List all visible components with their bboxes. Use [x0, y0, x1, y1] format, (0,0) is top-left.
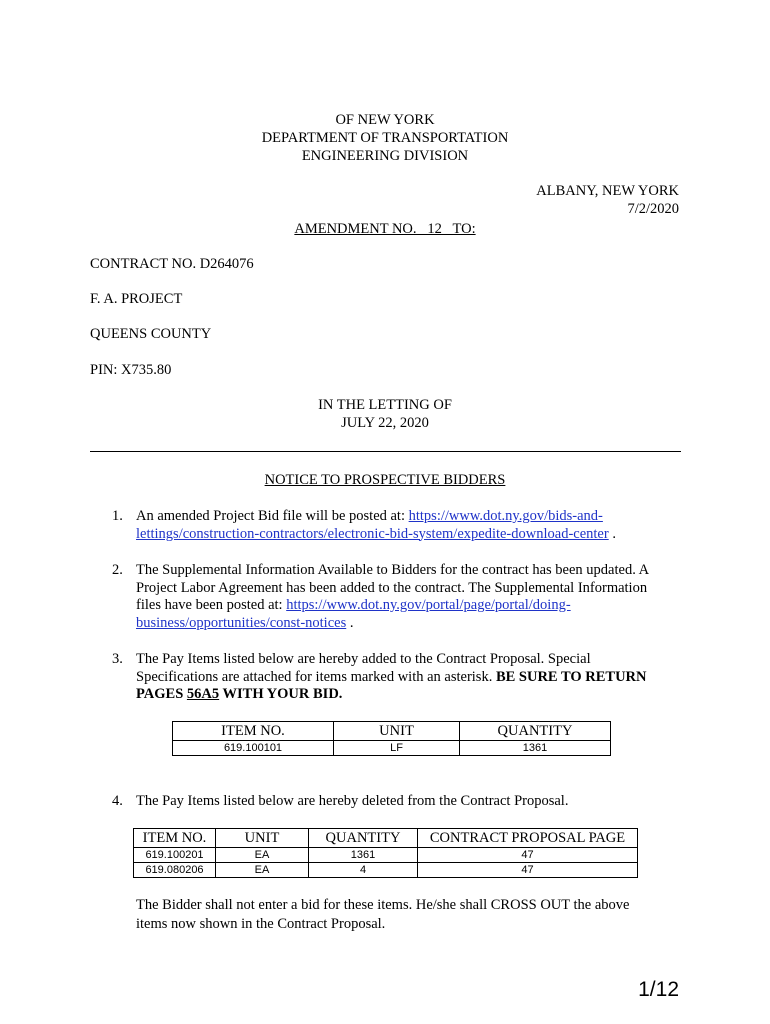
project-type: F. A. PROJECT: [90, 291, 183, 307]
table-row: [134, 863, 638, 878]
location: ALBANY, NEW YORK: [536, 183, 679, 199]
table-row: [134, 848, 638, 863]
header-line-1: OF NEW YORK: [335, 112, 435, 128]
return-pages-suffix: WITH YOUR BID.: [219, 686, 343, 702]
column-header-quantity: QUANTITY: [309, 829, 418, 848]
proposal-page-cell: 47: [418, 863, 638, 878]
item-number: 1.: [112, 508, 123, 524]
closing-paragraph: [136, 896, 696, 934]
item-text: The Pay Items listed below are hereby deleted from the Contract Proposal.: [136, 793, 569, 809]
horizontal-rule: [90, 451, 681, 452]
item-number: 2.: [112, 562, 123, 578]
column-header-quantity: QUANTITY: [460, 722, 611, 741]
item-text: An amended Project Bid file will be posted at:: [136, 508, 409, 524]
item-text-line-1: The Pay Items listed below are hereby added to the Contract Proposal. Special: [136, 651, 591, 667]
page-number: 1/12: [638, 978, 679, 1001]
list-item: [112, 508, 687, 543]
table-row: [173, 741, 611, 756]
const-notices-link[interactable]: https://www.dot.ny.gov/portal/page/portal/doing- business/opportunities/const-notices: [136, 597, 571, 631]
pin: PIN: X735.80: [90, 362, 172, 378]
date: 7/2/2020: [627, 201, 679, 217]
unit-cell: LF: [334, 741, 460, 756]
column-header-item-no: ITEM NO.: [173, 722, 334, 741]
item-suffix: .: [608, 525, 616, 542]
item-text-line-3: files have been posted at:: [136, 597, 287, 613]
list-item: [112, 793, 687, 811]
table-header-row: [134, 829, 638, 848]
list-item: [112, 651, 687, 704]
unit-cell: EA: [216, 863, 309, 878]
header-division: ENGINEERING DIVISION: [301, 148, 469, 164]
amendment-title-wrap: [0, 221, 770, 238]
return-pages-prefix: PAGES: [136, 686, 187, 702]
letting-line-1: IN THE LETTING OF: [318, 397, 452, 413]
column-header-unit: UNIT: [216, 829, 309, 848]
item-text-line-2: Project Labor Agreement has been added to the contract. The Supplemental Information: [136, 579, 648, 596]
letting-date: JULY 22, 2020: [341, 415, 429, 431]
notice-title-wrap: [0, 472, 770, 489]
quantity-cell: 4: [309, 863, 418, 878]
proposal-page-cell: 47: [418, 848, 638, 863]
header-department: DEPARTMENT OF TRANSPORTATION: [261, 130, 509, 146]
unit-cell: EA: [216, 848, 309, 863]
item-no-cell: 619.100201: [134, 848, 216, 863]
item-no-cell: 619.100101: [173, 741, 334, 756]
item-number: 4.: [112, 793, 123, 809]
item-suffix: .: [346, 614, 354, 631]
table-header-row: [173, 722, 611, 741]
item-number: 3.: [112, 651, 123, 667]
closing-line-1: The Bidder shall not enter a bid for these items. He/she shall CROSS OUT the above: [136, 897, 630, 913]
list-item: [112, 562, 687, 632]
item-text-line-1: The Supplemental Information Available to Bidders for the contract has been updated. A: [136, 562, 650, 578]
notice-title: NOTICE TO PROSPECTIVE BIDDERS: [264, 472, 506, 488]
item-text-line-2: Specifications are attached for items marked with an asterisk.: [136, 668, 496, 685]
added-items-table: [172, 721, 611, 756]
deleted-items-table: [133, 828, 638, 878]
column-header-contract-proposal-page: CONTRACT PROPOSAL PAGE: [418, 829, 638, 848]
amendment-title: AMENDMENT NO. 12 TO:: [294, 221, 476, 237]
quantity-cell: 1361: [309, 848, 418, 863]
closing-line-2: items now shown in the Contract Proposal.: [136, 916, 386, 932]
contract-number: CONTRACT NO. D264076: [90, 256, 254, 272]
column-header-unit: UNIT: [334, 722, 460, 741]
expedite-download-link[interactable]: https://www.dot.ny.gov/bids-and- lettings/construction-contractors/electronic-bid-system/expedite-download-center: [136, 508, 609, 542]
item-no-cell: 619.080206: [134, 863, 216, 878]
county: QUEENS COUNTY: [90, 326, 212, 342]
return-page-number: 56A5: [186, 686, 220, 702]
quantity-cell: 1361: [460, 741, 611, 756]
return-pages-notice: BE SURE TO RETURN: [495, 668, 647, 685]
column-header-item-no: ITEM NO.: [134, 829, 216, 848]
